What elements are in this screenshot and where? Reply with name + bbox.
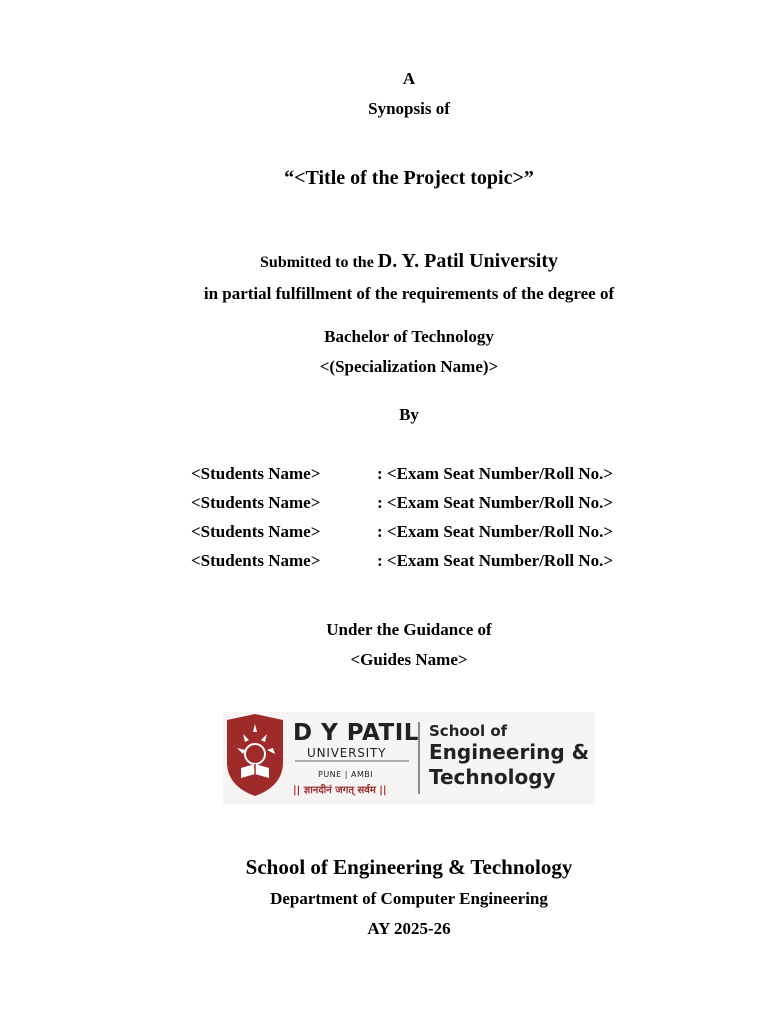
by-label: By bbox=[399, 405, 419, 424]
student-seat-number: : <Exam Seat Number/Roll No.> bbox=[377, 522, 614, 541]
partial-fulfillment-text: in partial fulfillment of the requirements of the degree of bbox=[203, 284, 615, 303]
university-name: D. Y. Patil University bbox=[377, 250, 558, 272]
footer-school-name: School of Engineering & Technology bbox=[245, 855, 573, 879]
student-seat-number: : <Exam Seat Number/Roll No.> bbox=[377, 464, 614, 483]
synopsis-of-label: Synopsis of bbox=[368, 99, 450, 118]
student-seat-number: : <Exam Seat Number/Roll No.> bbox=[377, 551, 614, 570]
footer-academic-year: AY 2025-26 bbox=[367, 919, 451, 938]
logo-motto: || ज्ञानदीनं जगत् सर्वम || bbox=[293, 785, 387, 796]
student-name: <Students Name> bbox=[191, 464, 321, 483]
guidance-label: Under the Guidance of bbox=[326, 620, 492, 639]
specialization-name: <(Specialization Name)> bbox=[319, 357, 499, 376]
logo-university: UNIVERSITY bbox=[307, 746, 387, 760]
logo-school-of: School of bbox=[429, 722, 508, 740]
article-a: A bbox=[402, 69, 416, 88]
logo-name: D Y PATIL bbox=[293, 720, 419, 746]
submitted-line bbox=[0, 250, 768, 273]
student-name: <Students Name> bbox=[191, 522, 321, 541]
footer-department: Department of Computer Engineering bbox=[270, 889, 548, 908]
student-name: <Students Name> bbox=[191, 493, 321, 512]
guide-name: <Guides Name> bbox=[350, 650, 468, 669]
student-name: <Students Name> bbox=[191, 551, 321, 570]
logo-engineering: Engineering & bbox=[429, 740, 590, 764]
project-title: “<Title of the Project topic>” bbox=[284, 167, 534, 189]
university-logo bbox=[223, 712, 595, 804]
student-seat-number: : <Exam Seat Number/Roll No.> bbox=[377, 493, 614, 512]
degree-name: Bachelor of Technology bbox=[324, 327, 494, 346]
logo-technology: Technology bbox=[429, 765, 556, 789]
submitted-to-label: Submitted to the bbox=[260, 254, 374, 271]
logo-location: PUNE | AMBI bbox=[318, 770, 374, 779]
